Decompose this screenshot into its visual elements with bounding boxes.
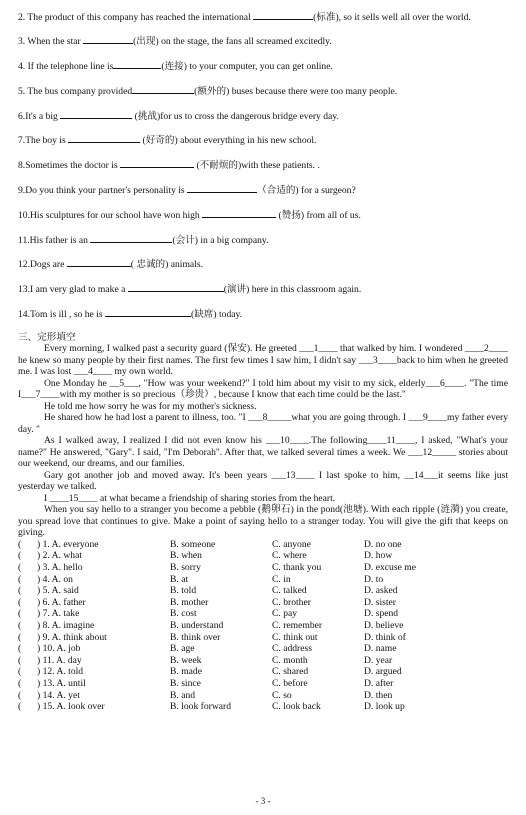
sentence-hint: (不耐烦的)with these patients. . — [194, 160, 320, 172]
option-d: D. look up — [364, 701, 405, 713]
option-d: D. how — [364, 550, 393, 562]
sentence-text: 6.It's a big — [18, 110, 61, 122]
option-d: D. think of — [364, 631, 406, 643]
option-b: B. told — [170, 585, 197, 597]
sentence-text: 14.Tom is ill , so he is — [18, 309, 106, 321]
option-c: C. think out — [272, 631, 318, 643]
option-d: D. after — [364, 677, 394, 689]
answer-paren: ( — [18, 643, 22, 655]
sentence-text: 7.The boy is — [18, 135, 69, 147]
answer-paren: ( — [18, 631, 22, 643]
option-a: ) 10. A. job — [37, 643, 81, 655]
option-a: ) 4. A. on — [37, 573, 73, 585]
vocabulary-exercise — [18, 10, 508, 321]
option-row — [18, 620, 508, 632]
sentence-item — [18, 34, 508, 48]
sentence-item — [18, 84, 508, 98]
sentence-hint: (演讲) here in this classroom again. — [223, 284, 362, 296]
option-b: B. at — [170, 573, 189, 585]
option-a: ) 11. A. day — [37, 654, 82, 666]
option-a: ) 7. A. take — [37, 608, 80, 620]
sentence-hint: (会计) in a big company. — [172, 234, 269, 246]
option-d: D. argued — [364, 666, 402, 678]
answer-blank — [113, 59, 161, 69]
sentence-text: 5. The bus company provided — [18, 85, 133, 97]
sentence-text: 4. If the telephone line is — [18, 61, 114, 73]
option-row — [18, 574, 508, 586]
sentence-text: 10.His sculptures for our school have won high — [18, 209, 203, 221]
sentence-hint: (赞扬) from all of us. — [276, 209, 361, 221]
option-d: D. asked — [364, 585, 398, 597]
answer-blank — [60, 109, 132, 119]
sentence-hint: (缺席) today. — [191, 309, 243, 321]
option-row — [18, 701, 508, 713]
answer-paren: ( — [18, 562, 22, 574]
sentence-hint: (挑战)for us to cross the dangerous bridge every day. — [132, 110, 339, 122]
passage-paragraph: Every morning, I walked past a security guard (保安). He greeted ___1____ that walked by him. I wondered ____2____ he knew so many people by their first names. The first few times I saw him, I didn't say ___3____back to him when he greeted me. I was lost ___4____ my own world. — [18, 343, 508, 378]
option-c: C. pay — [272, 608, 298, 620]
option-a: ) 9. A. think about — [37, 631, 107, 643]
answer-blank — [90, 233, 172, 243]
option-c: C. shared — [272, 666, 309, 678]
sentence-item — [18, 10, 508, 24]
option-a: ) 14. A. yet — [37, 689, 80, 701]
option-b: B. think over — [170, 631, 221, 643]
answer-paren: ( — [18, 596, 22, 608]
sentence-item — [18, 109, 508, 123]
sentence-hint: (连接) to your computer, you can get online. — [161, 61, 333, 73]
option-a: ) 13. A. until — [37, 677, 86, 689]
option-b: B. someone — [170, 538, 216, 550]
answer-paren: ( — [18, 620, 22, 632]
section-title: 三、完形填空 — [18, 331, 76, 343]
sentence-item — [18, 59, 508, 73]
option-row — [18, 608, 508, 620]
option-b: B. look forward — [170, 701, 232, 713]
answer-blank — [187, 183, 257, 193]
option-d: D. to — [364, 573, 384, 585]
option-row — [18, 562, 508, 574]
option-d: D. excuse me — [364, 562, 416, 574]
answer-blank — [132, 84, 194, 94]
sentence-hint: （合适的) for a surgeon? — [257, 185, 356, 197]
answer-blank — [67, 257, 131, 267]
cloze-passage — [18, 343, 508, 539]
answer-paren: ( — [18, 585, 22, 597]
passage-paragraph: He told me how sorry he was for my mother's sickness. — [44, 400, 257, 412]
option-row — [18, 678, 508, 690]
sentence-text: 13.I am very glad to make a — [18, 284, 128, 296]
answer-blank — [105, 307, 191, 317]
option-a: ) 15. A. look over — [37, 701, 105, 713]
answer-paren: ( — [18, 701, 22, 713]
passage-paragraph: He shared how he had lost a parent to illness, too. "I ___8_____what you are going through. I ___9____my father every day. " — [18, 412, 508, 435]
passage-paragraph: One Monday he __5___, "How was your weekend?" I told him about my visit to my sick, elderly___6____. "The time I___7____with my mother is so precious（珍贵）, because I know that each time could be the last." — [18, 377, 508, 401]
option-c: C. so — [272, 689, 292, 701]
option-c: C. talked — [272, 585, 307, 597]
sentence-hint: (额外的) buses because there were too many people. — [194, 85, 398, 97]
answer-options — [18, 539, 508, 713]
answer-paren: ( — [18, 677, 22, 689]
sentence-hint: (出现) on the stage, the fans all screamed excitedly. — [133, 36, 332, 48]
option-b: B. cost — [170, 608, 197, 620]
answer-blank — [202, 208, 276, 218]
sentence-hint: (好奇的) about everything in his new school. — [140, 135, 317, 147]
option-d: D. sister — [364, 596, 396, 608]
option-d: D. no one — [364, 538, 402, 550]
option-row — [18, 585, 508, 597]
sentence-text: 2. The product of this company has reached the international — [18, 12, 254, 23]
option-d: D. spend — [364, 608, 399, 620]
option-a: ) 5. A. said — [37, 585, 79, 597]
passage-paragraph: Gary got another job and moved away. It's been years ___13____ I last spoke to him, __14___it seems like just yesterday we talked. — [18, 469, 508, 493]
sentence-hint: ( 忠诚的) animals. — [130, 259, 203, 271]
option-a: ) 1. A. everyone — [37, 538, 99, 550]
option-c: C. thank you — [272, 562, 322, 574]
answer-paren: ( — [18, 666, 22, 678]
option-d: D. year — [364, 654, 393, 666]
option-c: C. where — [272, 550, 307, 562]
option-d: D. believe — [364, 620, 404, 632]
sentence-item — [18, 257, 508, 271]
answer-blank — [120, 158, 194, 168]
option-row — [18, 643, 508, 655]
sentence-item — [18, 233, 508, 247]
option-b: B. age — [170, 643, 195, 655]
option-row — [18, 690, 508, 702]
option-row — [18, 539, 508, 551]
option-b: B. understand — [170, 620, 224, 632]
option-a: ) 8. A. imagine — [37, 620, 95, 632]
answer-blank — [83, 34, 133, 44]
option-c: C. in — [272, 573, 291, 585]
option-c: C. anyone — [272, 538, 311, 550]
option-b: B. since — [170, 677, 201, 689]
option-b: B. sorry — [170, 562, 201, 574]
option-row — [18, 550, 508, 562]
sentence-text: 9.Do you think your partner's personality is — [18, 185, 188, 197]
option-b: B. and — [170, 689, 196, 701]
option-c: C. month — [272, 654, 308, 666]
option-a: ) 12. A. told — [37, 666, 84, 678]
answer-blank — [253, 10, 313, 20]
sentence-item — [18, 307, 508, 321]
answer-paren: ( — [18, 550, 22, 562]
option-c: C. address — [272, 643, 312, 655]
option-c: C. remember — [272, 620, 323, 632]
option-row — [18, 655, 508, 667]
option-d: D. then — [364, 689, 393, 701]
option-row — [18, 632, 508, 644]
worksheet-page — [18, 10, 508, 713]
passage-paragraph: When you say hello to a stranger you become a pebble (鹅卵石) in the pond(池塘). With each ripple (涟漪) you create, you spread love that continues to give. Make a point of saying hello to a stranger today. You will give the gift that keeps on giving. — [18, 504, 508, 539]
option-a: ) 2. A. what — [37, 550, 83, 562]
sentence-text: 11.His father is an — [18, 234, 91, 246]
sentence-text: 8.Sometimes the doctor is — [18, 160, 121, 172]
option-c: C. brother — [272, 596, 311, 608]
option-row — [18, 666, 508, 678]
option-c: C. before — [272, 677, 308, 689]
answer-paren: ( — [18, 573, 22, 585]
answer-blank — [128, 282, 224, 292]
option-c: C. look back — [272, 701, 321, 713]
sentence-item — [18, 208, 508, 222]
option-a: ) 3. A. hello — [37, 562, 83, 574]
option-b: B. made — [170, 666, 202, 678]
option-b: B. when — [170, 550, 202, 562]
option-row — [18, 597, 508, 609]
option-a: ) 6. A. father — [37, 596, 86, 608]
option-b: B. week — [170, 654, 202, 666]
sentence-item — [18, 133, 508, 147]
passage-paragraph: As I walked away, I realized I did not even know his ___10____.The following____11____, I asked, "What's your name?" He answered, "Gary". I said, "I'm Deborah". After that, we talked several times a week. We ___12_____ stories about our weekend, our dreams, and our families. — [18, 435, 508, 470]
answer-blank — [68, 133, 140, 143]
option-d: D. name — [364, 643, 397, 655]
answer-paren: ( — [18, 538, 22, 550]
sentence-item — [18, 282, 508, 296]
sentence-text: 3. When the star — [18, 36, 84, 48]
answer-paren: ( — [18, 689, 22, 701]
sentence-hint: (标准), so it sells well all over the world. — [313, 12, 471, 23]
passage-paragraph: I ____15____ at what became a friendship of sharing stories from the heart. — [44, 492, 336, 504]
sentence-item — [18, 158, 508, 172]
answer-paren: ( — [18, 654, 22, 666]
answer-paren: ( — [18, 608, 22, 620]
sentence-text: 12.Dogs are — [18, 259, 67, 271]
sentence-item — [18, 183, 508, 197]
option-b: B. mother — [170, 596, 209, 608]
page-number: - 3 - — [255, 796, 271, 806]
